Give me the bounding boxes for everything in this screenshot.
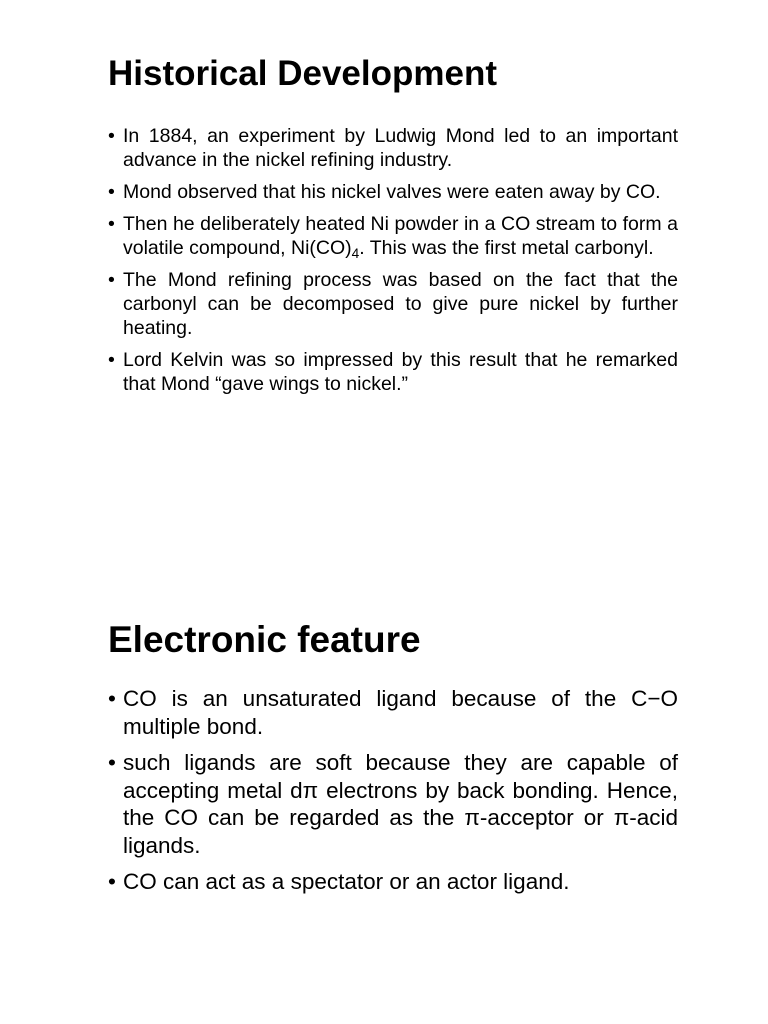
bullet-item: • In 1884, an experiment by Ludwig Mond led to an important advance in the nickel refining industry. (108, 124, 678, 172)
bullet-item: • CO can act as a spectator or an actor ligand. (108, 868, 678, 896)
bullet-item: • The Mond refining process was based on the fact that the carbonyl can be decomposed to give pure nickel by further heating. (108, 268, 678, 340)
bullet-item (108, 212, 678, 260)
subscript: 4 (351, 246, 360, 261)
bullet-item: • CO is an unsaturated ligand because of the C−O multiple bond. (108, 685, 678, 740)
bullet-item: • Lord Kelvin was so impressed by this result that he remarked that Mond “gave wings to nickel.” (108, 348, 678, 396)
slide-title: Historical Development (108, 54, 497, 93)
bullet-item: • Mond observed that his nickel valves were eaten away by CO. (108, 180, 678, 204)
bullet-list (108, 124, 678, 396)
bullet-text: . This was the first metal carbonyl. (359, 237, 654, 259)
bullet-item: • such ligands are soft because they are capable of accepting metal dπ electrons by back bonding. Hence, the CO can be regarded as the π-acceptor or π-acid ligands. (108, 749, 678, 859)
slide-title: Electronic feature (108, 619, 421, 660)
bullet-list (108, 685, 678, 896)
slide-historical-development (108, 52, 678, 404)
slide-electronic-feature (108, 617, 678, 905)
bullet-text: Then he deliberately heated Ni powder in a CO stream to form a volatile compound, Ni(CO) (123, 213, 678, 259)
